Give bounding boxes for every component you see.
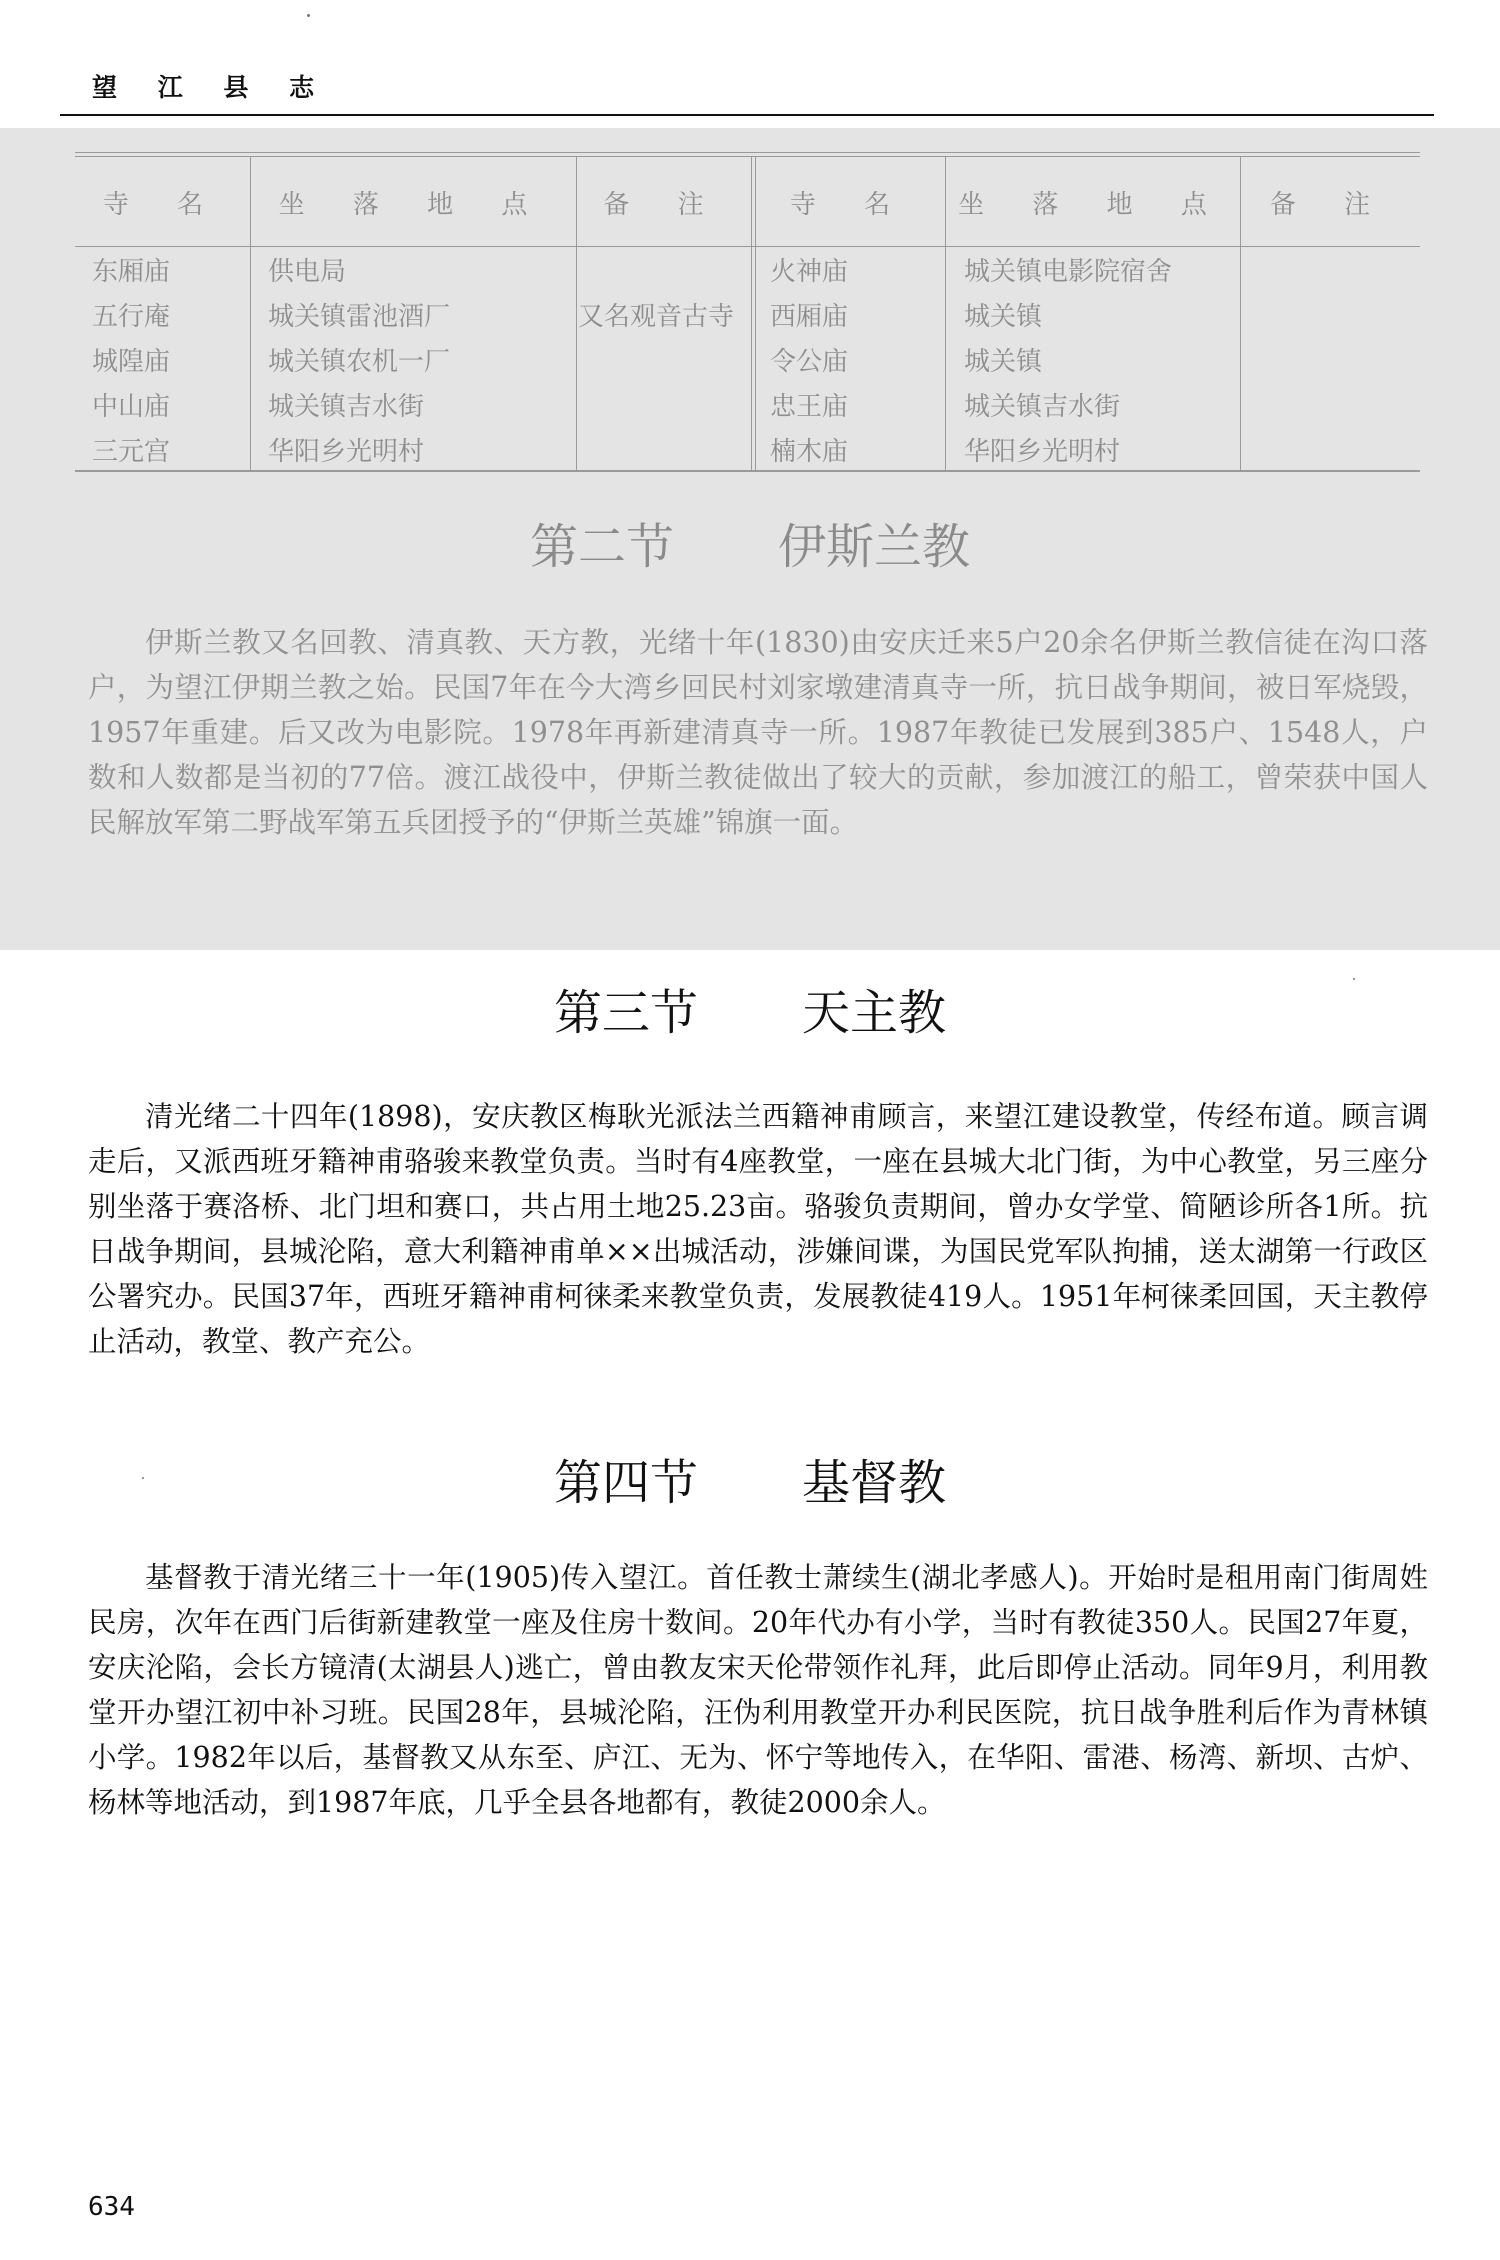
header-rule <box>60 114 1434 116</box>
table-header-location-right: 坐 落 地 点 <box>958 190 1227 220</box>
section-4-name: 基督教 <box>802 1455 947 1511</box>
scan-speck <box>1353 978 1355 980</box>
table-header-name-left: 寺 名 <box>102 190 224 220</box>
table-cell: 楠木庙 <box>770 437 849 467</box>
table-cell: 城关镇农机一厂 <box>268 347 451 377</box>
section-4-body: 基督教于清光绪三十一年(1905)传入望江。首任教士萧续生(湖北孝感人)。开始时是租用南门街周姓民房，次年在西门后街新建教堂一座及住房十数间。20年代办有小学，当时有教徒350人。民国27年夏，安庆沦陷，会长方镜清(太湖县人)逃亡，曾由教友宋天伦带领作礼拜，此后即停止活动。同年9月，利用教堂开办望江初中补习班。民国28年，县城沦陷，汪伪利用教堂开办利民医院，抗日战争胜利后作为青林镇小学。1982年以后，基督教又从东至、庐江、无为、怀宁等地传入，在华阳、雷港、杨湾、新坝、古炉、杨林等地活动，到1987年底，几乎全县各地都有，教徒2000余人。 <box>88 1561 1428 1819</box>
section-3-name: 天主教 <box>802 985 947 1041</box>
section-2-body: 伊斯兰教又名回教、清真教、天方教，光绪十年(1830)由安庆迁来5户20余名伊斯兰教信徒在沟口落户，为望江伊期兰教之始。民国7年在今大湾乡回民村刘家墩建清真寺一所，抗日战争期间，被日军烧毁，1957年重建。后又改为电影院。1978年再新建清真寺一所。1987年教徒已发展到385户、1548人，户数和人数都是当初的77倍。渡江战役中，伊斯兰教徒做出了较大的贡献，参加渡江的船工，曾荣获中国人民解放军第二野战军第五兵团授予的“伊斯兰英雄”锦旗一面。 <box>88 626 1428 839</box>
section-3-number: 第三节 <box>553 985 698 1041</box>
table-cell: 城关镇 <box>964 302 1043 332</box>
scan-speck <box>142 1477 144 1479</box>
table-cell: 中山庙 <box>92 392 171 422</box>
table-header-name-right: 寺 名 <box>789 190 911 220</box>
table-cell: 忠王庙 <box>770 392 849 422</box>
table-cell: 供电局 <box>268 257 347 287</box>
table-header-location-left: 坐 落 地 点 <box>278 190 548 220</box>
table-cell: 城关镇 <box>964 347 1043 377</box>
section-3-body: 清光绪二十四年(1898)，安庆教区梅耿光派法兰西籍神甫顾言，来望江建设教堂，传经布道。顾言调走后，又派西班牙籍神甫骆骏来教堂负责。当时有4座教堂，一座在县城大北门街，为中心教堂，另三座分别坐落于赛洛桥、北门坦和赛口，共占用土地25.23亩。骆骏负责期间，曾办女学堂、简陋诊所各1所。抗日战争期间，县城沦陷，意大利籍神甫单××出城活动，涉嫌间谍，为国民党军队拘捕，送太湖第一行政区公署究办。民国37年，西班牙籍神甫柯徕柔来教堂负责，发展教徒419人。1951年柯徕柔回国，天主教停止活动，教堂、教产充公。 <box>88 1100 1428 1358</box>
section-2-heading <box>0 508 1500 577</box>
table-header-note-right: 备 注 <box>1269 190 1391 220</box>
table-cell: 城关镇雷池酒厂 <box>268 302 451 332</box>
table-bottom-rule <box>75 470 1420 472</box>
section-4-number: 第四节 <box>553 1455 698 1511</box>
table-cell: 城隍庙 <box>92 347 171 377</box>
table-top-rule <box>75 152 1420 153</box>
table-cell: 城关镇电影院宿舍 <box>964 257 1173 287</box>
table-head-rule <box>75 156 1420 157</box>
table-cell: 城关镇吉水街 <box>964 392 1121 422</box>
table-cell: 五行庵 <box>92 302 171 332</box>
table-cell: 令公庙 <box>770 347 849 377</box>
page-number: 634 <box>88 2192 135 2222</box>
table-cell: 又名观音古寺 <box>578 302 735 332</box>
section-3-heading <box>0 974 1500 1043</box>
table-cell: 东厢庙 <box>92 257 171 287</box>
table-cell: 西厢庙 <box>770 302 849 332</box>
table-cell: 华阳乡光明村 <box>964 437 1121 467</box>
scan-speck <box>307 14 310 17</box>
table-header-note-left: 备 注 <box>603 190 724 220</box>
table-cell: 三元宫 <box>92 437 171 467</box>
table-cell: 华阳乡光明村 <box>268 437 425 467</box>
section-2-name: 伊斯兰教 <box>778 519 971 575</box>
table-col-divider <box>751 156 752 470</box>
table-cell: 火神庙 <box>770 257 849 287</box>
table-cell: 城关镇吉水街 <box>268 392 425 422</box>
table-header-divider <box>75 246 1420 247</box>
running-header-title: 望 江 县 志 <box>92 73 331 102</box>
section-2-number: 第二节 <box>529 519 674 575</box>
section-4-heading <box>0 1444 1500 1513</box>
